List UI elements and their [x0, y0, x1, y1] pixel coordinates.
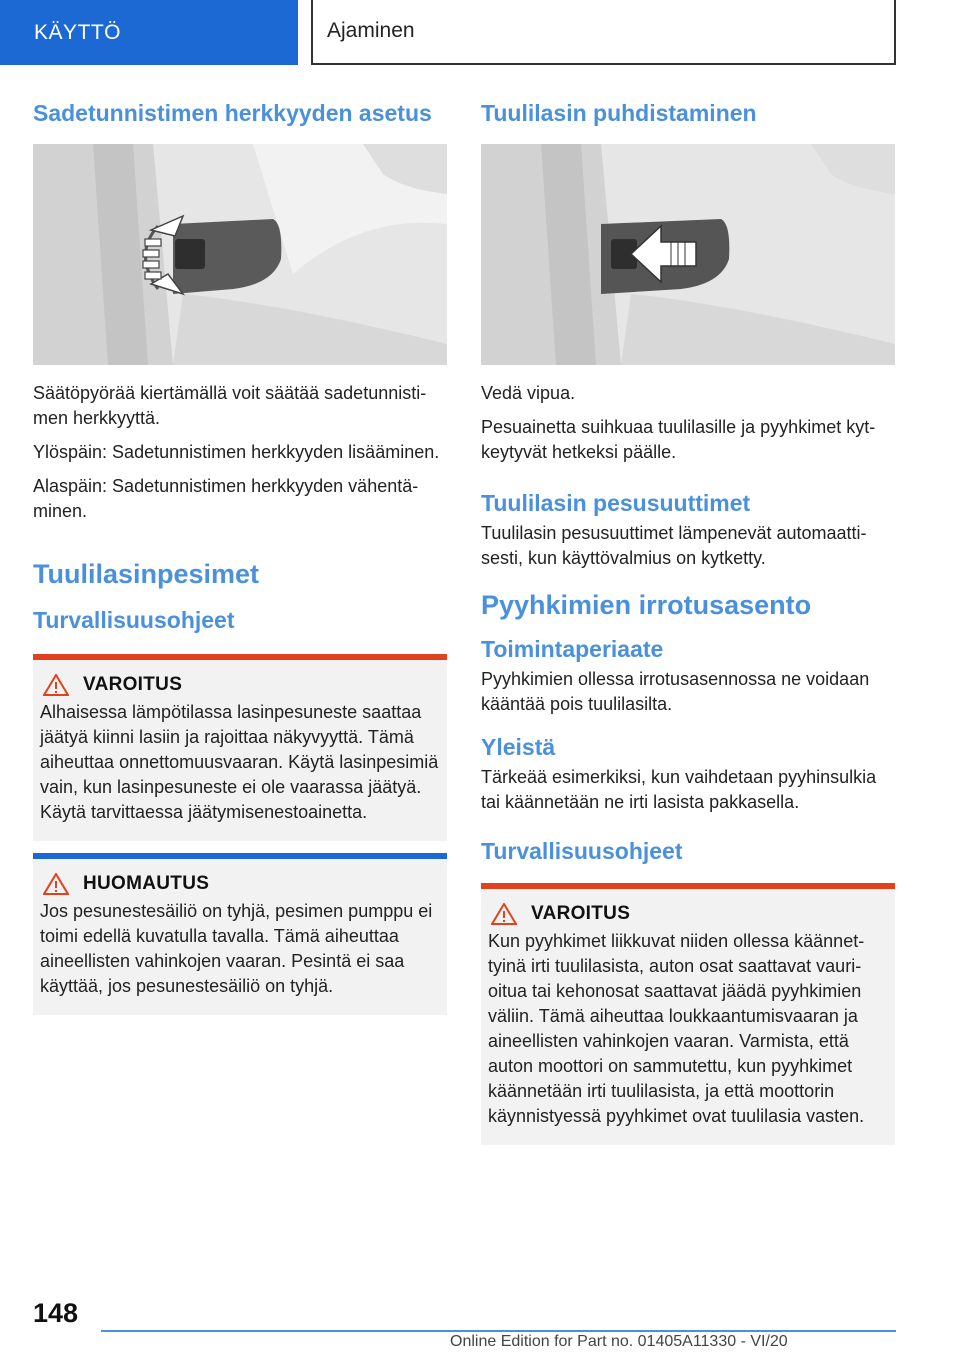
page-number: 148	[33, 1298, 79, 1328]
principle-text: Pyyhkimien ollessa irrotusasennossa ne voidaan kääntää pois tuulilasilta.	[481, 669, 870, 714]
right-column	[481, 98, 895, 1145]
section-tab[interactable]: Ajaminen	[311, 0, 896, 65]
safety-heading-right: Turvallisuusohjeet	[481, 838, 683, 864]
warning-box-left	[33, 654, 447, 841]
chapter-tab[interactable]: KÄYTTÖ	[0, 0, 298, 65]
edition-note: Online Edition for Part no. 01405A11330 - VI/20	[450, 1333, 788, 1350]
footer-divider	[101, 1330, 896, 1332]
notice-text: Jos pesunestesäiliö on tyhjä, pesimen pumppu ei toimi edellä kuvatulla tavalla. Tämä aiheuttaa aineellisten vahinkojen vaaran. Pesintä ei saa käyttää, jos pesunestesäiliö on tyhjä.	[40, 901, 433, 996]
general-heading: Yleistä	[481, 734, 556, 760]
warning-box-right	[481, 883, 895, 1145]
notice-box	[33, 853, 447, 1015]
wiper-fold-position-heading: Pyyhkimien irrotusasento	[481, 590, 812, 620]
notice-icon	[43, 873, 69, 895]
warning-text-right: Kun pyyhkimet liikkuvat niiden ollessa käännettyinä irti tuulilasista, auton osat saattavat vaurioitua tai kehonosat saattavat jäädä pyyhkimien väliin. Tämä aiheuttaa loukkaantumisvaaran ja aineellisten vahinkojen vaaran. Varmista, että auton moottori on sammutettu, kun pyyhkimet käännetään irti tuulilasista, ja että moottorin käynnistyessä pyyhkimet ovat tuulilasia vasten.	[488, 931, 865, 1126]
washers-heading: Tuulilasinpesimet	[33, 559, 260, 589]
rain-sensor-illustration	[33, 144, 447, 365]
warning-icon	[43, 674, 69, 696]
warning-text-left: Alhaisessa lämpötilassa lasinpesuneste saattaa jäätyä kiinni lasiin ja rajoittaa näkyvyyttä. Tämä aiheuttaa onnettomuusvaaran. Käytä lasinpesimiä vain, kun lasinpesuneste ei ole vaarassa jäätyä. Käytä tarvittaessa jäätymisenestoainetta.	[40, 702, 439, 822]
warning-icon	[491, 903, 517, 925]
notice-title: HUOMAUTUS	[83, 873, 210, 894]
safety-heading-left: Turvallisuusohjeet	[33, 607, 235, 633]
cleaning-text-1: Vedä vipua.	[481, 383, 576, 403]
rain-sensor-heading: Sadetunnistimen herkkyyden asetus	[33, 100, 432, 126]
rain-sensor-text-2: Ylöspäin: Sadetunnistimen herkkyyden lisääminen.	[33, 442, 440, 462]
cleaning-text-2: Pesuainetta suihkuaa tuulilasille ja pyyhkimet kytkeytyvät hetkeksi päälle.	[481, 417, 876, 462]
rain-sensor-text-1: Säätöpyörää kiertämällä voit säätää sadetunnistimen herkkyyttä.	[33, 383, 427, 428]
wiper-lever-illustration	[481, 144, 895, 365]
windshield-cleaning-heading: Tuulilasin puhdistaminen	[481, 100, 757, 126]
washer-nozzles-text: Tuulilasin pesusuuttimet lämpenevät automaattisesti, kun käyttövalmius on kytketty.	[481, 523, 867, 568]
washer-nozzles-heading: Tuulilasin pesusuuttimet	[481, 490, 751, 516]
warning-title-right: VAROITUS	[531, 903, 631, 924]
principle-heading: Toimintaperiaate	[481, 636, 664, 662]
general-text: Tärkeää esimerkiksi, kun vaihdetaan pyyhinsulkia tai käännetään ne irti lasista pakkasella.	[481, 767, 877, 812]
left-column	[33, 98, 447, 1015]
warning-title-left: VAROITUS	[83, 674, 183, 695]
rain-sensor-text-3: Alaspäin: Sadetunnistimen herkkyyden vähentäminen.	[33, 476, 419, 521]
